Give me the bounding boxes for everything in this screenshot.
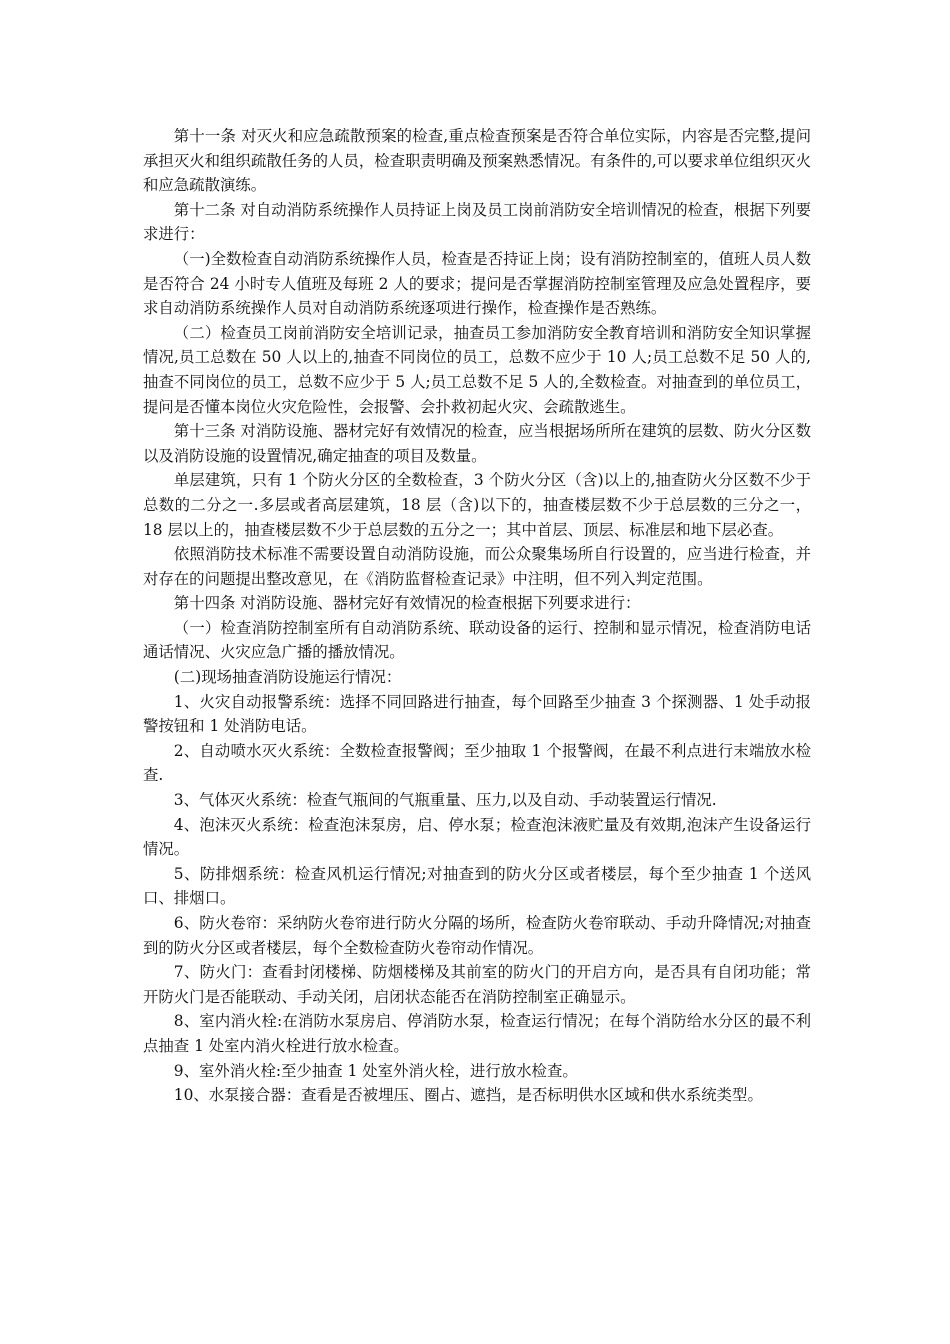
article-14-paragraph: 第十四条 对消防设施、器材完好有效情况的检查根据下列要求进行： [173, 594, 641, 613]
article-12-paragraph: 第十二条 对自动消防系统操作人员持证上岗及员工岗前消防安全培训情况的检查，根据下列要求进行： [143, 200, 811, 244]
list-item-foam-extinguishing: 4、泡沫灭火系统：检查泡沫泵房，启、停水泵；检查泡沫液贮量及有效期,泡沫产生设备运行情况。 [143, 815, 811, 859]
list-item-gas-extinguishing: 3、气体灭火系统：检查气瓶间的气瓶重量、压力,以及自动、手动装置运行情况. [173, 791, 717, 810]
article-13-voluntary-paragraph: 依照消防技术标准不需要设置自动消防设施，而公众聚集场所自行设置的，应当进行检查，并对存在的问题提出整改意见，在《消防监督检查记录》中注明，但不列入判定范围。 [143, 545, 811, 588]
list-item-fire-shutter: 6、防火卷帘：采纳防火卷帘进行防火分隔的场所，检查防火卷帘联动、手动升降情况;对抽查到的防火分区或者楼层，每个全数检查防火卷帘动作情况。 [143, 914, 811, 957]
document-body [143, 124, 811, 1108]
list-item-fire-alarm: 1、火灾自动报警系统：选择不同回路进行抽查，每个回路至少抽查 3 个探测器、1 处手动报警按钮和 1 处消防电话。 [143, 692, 811, 736]
list-item-sprinkler: 2、自动喷水灭火系统：全数检查报警阀；至少抽取 1 个报警阀，在最不利点进行末端放水检查. [143, 741, 811, 785]
list-item-outdoor-hydrant: 9、室外消火栓:至少抽查 1 处室外消火栓，进行放水检查。 [173, 1061, 578, 1080]
list-item-fire-door: 7、防火门：查看封闭楼梯、防烟楼梯及其前室的防火门的开启方向，是否具有自闭功能；常开防火门是否能联动、手动关闭，启闭状态能否在消防控制室正确显示。 [143, 963, 811, 1006]
list-item-smoke-control: 5、防排烟系统：检查风机运行情况;对抽查到的防火分区或者楼层，每个至少抽查 1 个送风口、排烟口。 [143, 864, 811, 908]
article-13-building-paragraph: 单层建筑，只有 1 个防火分区的全数检查，3 个防火分区（含)以上的,抽查防火分区数不少于总数的二分之一.多层或者高层建筑，18 层（含)以下的，抽查楼层数不少于总层数的三分之一，18 层以上的，抽查楼层数不少于总层数的五分之一；其中首层、顶层、标准层和地下层必查。 [143, 471, 811, 539]
article-14-item-1-paragraph: （一）检查消防控制室所有自动消防系统、联动设备的运行、控制和显示情况，检查消防电话通话情况、火灾应急广播的播放情况。 [143, 618, 811, 662]
list-item-pump-connector: 10、水泵接合器：查看是否被埋压、圈占、遮挡，是否标明供水区域和供水系统类型。 [173, 1086, 763, 1105]
article-11-paragraph: 第十一条 对灭火和应急疏散预案的检查,重点检查预案是否符合单位实际，内容是否完整,提问承担灭火和组织疏散任务的人员，检查职责明确及预案熟悉情况。有条件的,可以要求单位组织灭火和应急疏散演练。 [143, 127, 811, 195]
article-14-item-2-paragraph: (二)现场抽查消防设施运行情况： [173, 668, 402, 687]
article-13-paragraph: 第十三条 对消防设施、器材完好有效情况的检查，应当根据场所所在建筑的层数、防火分区数以及消防设施的设置情况,确定抽查的项目及数量。 [143, 422, 811, 465]
article-12-item-1-paragraph: （一)全数检查自动消防系统操作人员，检查是否持证上岗；设有消防控制室的，值班人员人数是否符合 24 小时专人值班及每班 2 人的要求；提问是否掌握消防控制室管理及应急处置程序，要求自动消防系统操作人员对自动消防系统逐项进行操作，检查操作是否熟练。 [143, 249, 811, 318]
article-12-item-2-paragraph: （二）检查员工岗前消防安全培训记录，抽查员工参加消防安全教育培训和消防安全知识掌握情况,员工总数在 50 人以上的,抽查不同岗位的员工，总数不应少于 10 人;员工总数不足 50 人的,抽查不同岗位的员工，总数不应少于 5 人;员工总数不足 5 人的,全数检查。对抽查到的单位员工，提问是否懂本岗位火灾危险性，会报警、会扑救初起火灾、会疏散逃生。 [143, 323, 811, 416]
list-item-indoor-hydrant: 8、室内消火栓:在消防水泵房启、停消防水泵，检查运行情况；在每个消防给水分区的最不利点抽查 1 处室内消火栓进行放水检查。 [143, 1012, 811, 1055]
